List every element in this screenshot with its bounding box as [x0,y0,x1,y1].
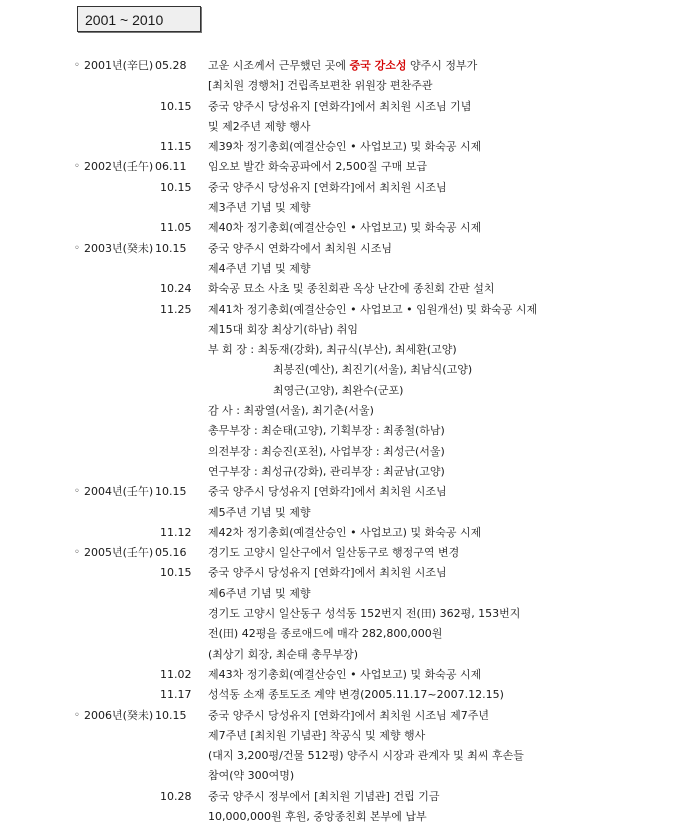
entry-year: 2005년(壬午) [84,546,154,560]
entry-text: 제15대 회장 최상기(하남) 취임 [208,322,358,336]
timeline-row [0,239,692,259]
entry-text-part: 양주시 정부가 [406,59,478,72]
entry-text: 중국 양주시 당성유지 [연화각]에서 최치원 시조님 [208,180,447,194]
entry-text: 부 회 장 : 최동재(강화), 최규식(부산), 최세환(고양) [208,343,457,357]
entry-text: 연구부장 : 최성규(강화), 관리부장 : 최균남(고양) [208,464,445,478]
entry-date: 10.15 [160,566,192,580]
entry-text: 중국 양주시 당성유지 [연화각]에서 최치원 시조님 [208,485,447,499]
highlighted-place: 중국 강소성 [349,59,407,72]
entry-date: 10.15 [160,180,192,194]
timeline-row [0,706,692,726]
timeline-row [0,726,692,746]
entry-text: 제39차 정기총회(예결산승인 • 사업보고) 및 화숙공 시제 [208,140,482,154]
timeline-row [0,401,692,421]
entry-date: 11.02 [160,667,192,681]
entry-text: 화숙공 묘소 사초 및 종친회관 옥상 난간에 종친회 간판 설치 [208,282,495,296]
timeline-row [0,178,692,198]
entry-text: 참여(약 300여명) [208,769,295,783]
entry-date: 11.17 [160,688,192,702]
entry-text: 경기도 고양시 일산동구 성석동 152번지 전(田) 362평, 153번지 [208,607,521,621]
entry-text: [최치원 경행처] 건립족보편찬 위원장 편찬주관 [208,79,433,93]
entry-date: 10.15 [155,708,187,722]
entry-text: 10,000,000원 후원, 중앙종친회 본부에 납부 [208,809,427,823]
entry-date: 05.28 [155,59,187,72]
timeline-row [0,482,692,502]
entry-text: 제41차 정기총회(예결산승인 • 사업보고 • 임원개선) 및 화숙공 시제 [208,302,538,316]
entry-date: 11.25 [160,302,192,316]
entry-text: 제4주년 기념 및 제향 [208,261,311,275]
entry-text: 최영근(고양), 최완수(군포) [273,383,404,397]
timeline-row [0,746,692,766]
entry-text-part: 고운 시조께서 근무했던 곳에 [208,59,350,72]
timeline-row [0,807,692,827]
entry-date: 11.12 [160,525,192,539]
entry-text: 중국 양주시 정부에서 [최치원 기념관] 건립 기금 [208,789,440,803]
timeline-row [0,300,692,320]
entry-date: 11.15 [160,140,192,154]
entry-text: 전(田) 42평을 종로애드에 매각 282,800,000원 [208,627,443,641]
entry-text: 중국 양주시 당성유지 [연화각]에서 최치원 시조님 [208,566,447,580]
entry-date: 05.16 [155,546,187,560]
entry-text: 의전부장 : 최승진(포천), 사업부장 : 최성근(서울) [208,444,445,458]
timeline-row [0,421,692,441]
timeline-row [0,604,692,624]
timeline-row [0,442,692,462]
entry-text: 감 사 : 최광열(서울), 최기춘(서울) [208,404,374,418]
entry-year: 2004년(壬午) [84,485,154,499]
timeline-row [0,56,692,76]
entry-text: 제42차 정기총회(예결산승인 • 사업보고) 및 화숙공 시제 [208,525,482,539]
period-title: 2001 ~ 2010 [77,6,201,32]
entry-text: 제5주년 기념 및 제향 [208,505,311,519]
entry-date: 10.15 [155,241,187,255]
timeline-row [0,218,692,238]
timeline-row [0,645,692,665]
entry-text: 중국 양주시 당성유지 [연화각]에서 최치원 시조님 제7주년 [208,708,489,722]
timeline-row [0,137,692,157]
timeline-row [0,624,692,644]
entry-text: 제43차 정기총회(예결산승인 • 사업보고) 및 화숙공 시제 [208,667,482,681]
bullet-icon: ◦ [74,242,80,254]
timeline-row [0,787,692,807]
entry-text: 성석동 소재 종토도조 계약 변경(2005.11.17~2007.12.15) [208,688,504,702]
timeline-row [0,584,692,604]
timeline-row [0,157,692,177]
timeline-row [0,320,692,340]
entry-text: 최봉진(예산), 최진기(서울), 최남식(고양) [273,363,473,377]
timeline-row [0,360,692,380]
timeline-row [0,117,692,137]
timeline-row [0,766,692,786]
entry-text: 및 제2주년 제향 행사 [208,119,311,133]
history-timeline [0,56,692,827]
timeline-row [0,462,692,482]
entry-text: 제3주년 기념 및 제향 [208,201,311,215]
entry-year: 2002년(壬午) [84,160,154,174]
entry-text: 총무부장 : 최순태(고양), 기획부장 : 최종철(하남) [208,424,445,438]
timeline-row [0,198,692,218]
timeline-row [0,503,692,523]
entry-text: 중국 양주시 연화각에서 최치원 시조님 [208,241,393,255]
entry-date: 10.15 [160,99,192,113]
timeline-row [0,523,692,543]
bullet-icon: ◦ [74,60,80,71]
timeline-row [0,685,692,705]
entry-text: 임오보 발간 화숙공파에서 2,500질 구매 보급 [208,160,427,174]
timeline-row [0,76,692,96]
timeline-row [0,340,692,360]
timeline-row [0,259,692,279]
entry-text: 제7주년 [최치원 기념관] 착공식 및 제향 행사 [208,728,426,742]
entry-text: (대지 3,200평/건물 512평) 양주시 시장과 관계자 및 최씨 후손들 [208,749,524,763]
timeline-row [0,543,692,563]
entry-date: 11.05 [160,221,192,235]
entry-text [208,56,477,76]
entry-text: (최상기 회장, 최순태 총무부장) [208,647,359,661]
entry-year: 2006년(癸未) [84,708,154,722]
entry-date: 10.15 [155,485,187,499]
entry-date: 06.11 [155,160,187,174]
timeline-row [0,279,692,299]
entry-text: 제6주년 기념 및 제향 [208,586,311,600]
entry-year: 2001년(辛巳) [84,59,154,72]
bullet-icon: ◦ [74,486,80,498]
entry-year: 2003년(癸未) [84,241,154,255]
bullet-icon: ◦ [74,161,80,173]
timeline-row [0,381,692,401]
entry-date: 10.24 [160,282,192,296]
entry-text: 중국 양주시 당성유지 [연화각]에서 최치원 시조님 기념 [208,99,472,113]
entry-date: 10.28 [160,789,192,803]
bullet-icon: ◦ [74,547,80,559]
entry-text: 제40차 정기총회(예결산승인 • 사업보고) 및 화숙공 시제 [208,221,482,235]
timeline-row [0,665,692,685]
entry-text: 경기도 고양시 일산구에서 일산동구로 행정구역 변경 [208,546,460,560]
timeline-row [0,97,692,117]
bullet-icon: ◦ [74,709,80,721]
timeline-row [0,563,692,583]
